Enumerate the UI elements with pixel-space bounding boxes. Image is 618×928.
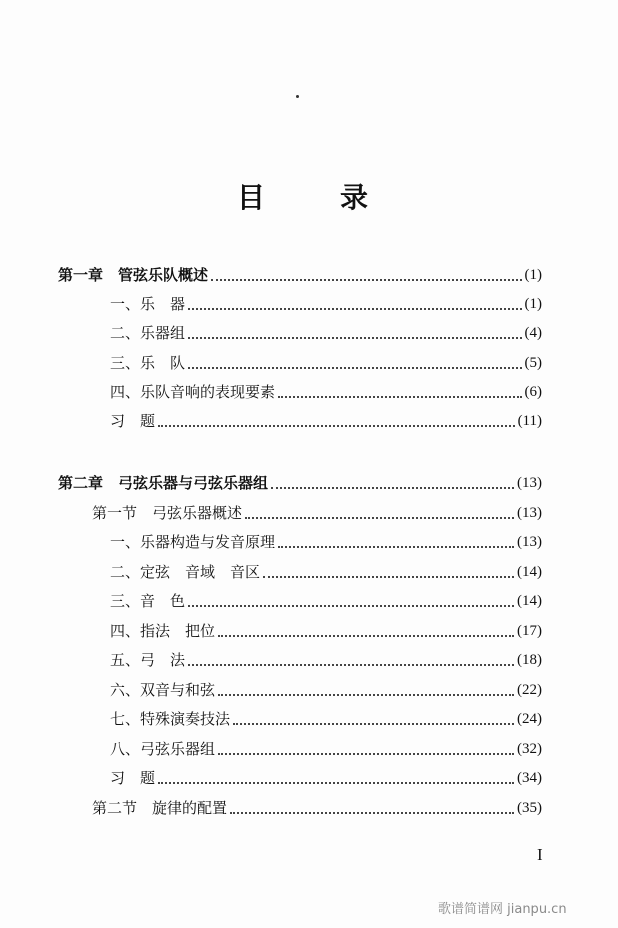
page-title [0, 178, 618, 218]
dot-leader [278, 396, 521, 398]
title-char-2: 录 [340, 181, 369, 214]
toc-entry[interactable] [110, 620, 542, 642]
dot-leader [263, 576, 514, 578]
toc-entry[interactable] [110, 293, 542, 315]
toc-page: (17) [517, 623, 542, 639]
toc-entry[interactable] [58, 264, 542, 286]
toc-page: (11) [517, 413, 542, 429]
dot-leader [278, 546, 514, 548]
dot-leader [211, 279, 521, 281]
dot-leader [245, 517, 514, 519]
toc-label: 二、定弦 音域 音区 [110, 563, 261, 581]
toc-page: (4) [524, 325, 542, 341]
toc-page: (1) [524, 296, 542, 312]
dot-leader [188, 367, 521, 369]
toc-label: 三、乐 队 [110, 354, 186, 372]
toc-entry[interactable] [110, 708, 542, 730]
toc-label: 三、音 色 [110, 592, 186, 610]
toc-page: (35) [517, 800, 542, 816]
toc-label: 六、双音与和弦 [110, 681, 216, 699]
toc-page: (24) [517, 711, 542, 727]
toc-entry[interactable] [110, 531, 542, 553]
toc-entry[interactable] [110, 590, 542, 612]
toc-label: 第二章 弓弦乐器与弓弦乐器组 [58, 474, 269, 492]
toc-page: (14) [517, 564, 542, 580]
toc-page: (13) [517, 505, 542, 521]
toc-entry[interactable] [92, 502, 542, 524]
toc-label: 习 题 [110, 412, 156, 430]
toc-entry[interactable] [110, 381, 542, 403]
toc-entry[interactable] [58, 472, 542, 494]
toc-label: 一、乐器构造与发音原理 [110, 533, 276, 551]
toc-label: 四、指法 把位 [110, 622, 216, 640]
toc-page: (14) [517, 593, 542, 609]
toc-entry[interactable] [110, 352, 542, 374]
toc-page: (13) [517, 475, 542, 491]
dot-leader [188, 605, 514, 607]
watermark: 歌谱简谱网 jianpu.cn [438, 902, 567, 917]
toc-entry[interactable] [110, 322, 542, 344]
toc-page: (6) [524, 384, 542, 400]
toc-page: (32) [517, 741, 542, 757]
toc-label: 四、乐队音响的表现要素 [110, 383, 276, 401]
toc-label: 八、弓弦乐器组 [110, 740, 216, 758]
toc-label: 第一节 弓弦乐器概述 [92, 504, 243, 522]
dot-leader [158, 425, 515, 427]
toc-label: 二、乐器组 [110, 324, 186, 342]
toc-page: (22) [517, 682, 542, 698]
toc-page: (5) [524, 355, 542, 371]
toc-entry[interactable] [110, 561, 542, 583]
toc-entry[interactable] [110, 679, 542, 701]
toc-label: 七、特殊演奏技法 [110, 710, 231, 728]
toc-label: 第二节 旋律的配置 [92, 799, 228, 817]
toc-label: 第一章 管弦乐队概述 [58, 266, 209, 284]
dot-leader [188, 337, 521, 339]
dot-leader [158, 782, 514, 784]
toc-entry[interactable] [110, 767, 542, 789]
toc-page: (13) [517, 534, 542, 550]
dot-leader [218, 635, 514, 637]
toc-entry[interactable] [92, 797, 542, 819]
toc-label: 五、弓 法 [110, 651, 186, 669]
dot-leader [188, 308, 521, 310]
toc-page: (18) [517, 652, 542, 668]
title-char-1: 目 [237, 181, 266, 214]
toc-label: 习 题 [110, 769, 156, 787]
dot-leader [218, 753, 514, 755]
dot-leader [230, 812, 514, 814]
dot-leader [271, 487, 514, 489]
toc-page: (1) [524, 267, 542, 283]
dot-leader [188, 664, 514, 666]
stray-dot [296, 95, 299, 98]
toc-label: 一、乐 器 [110, 295, 186, 313]
toc-entry[interactable] [110, 649, 542, 671]
dot-leader [233, 723, 514, 725]
page-number: I [537, 845, 543, 864]
toc-entry[interactable] [110, 738, 542, 760]
toc-page: (34) [517, 770, 542, 786]
toc-entry[interactable] [110, 410, 542, 432]
dot-leader [218, 694, 514, 696]
